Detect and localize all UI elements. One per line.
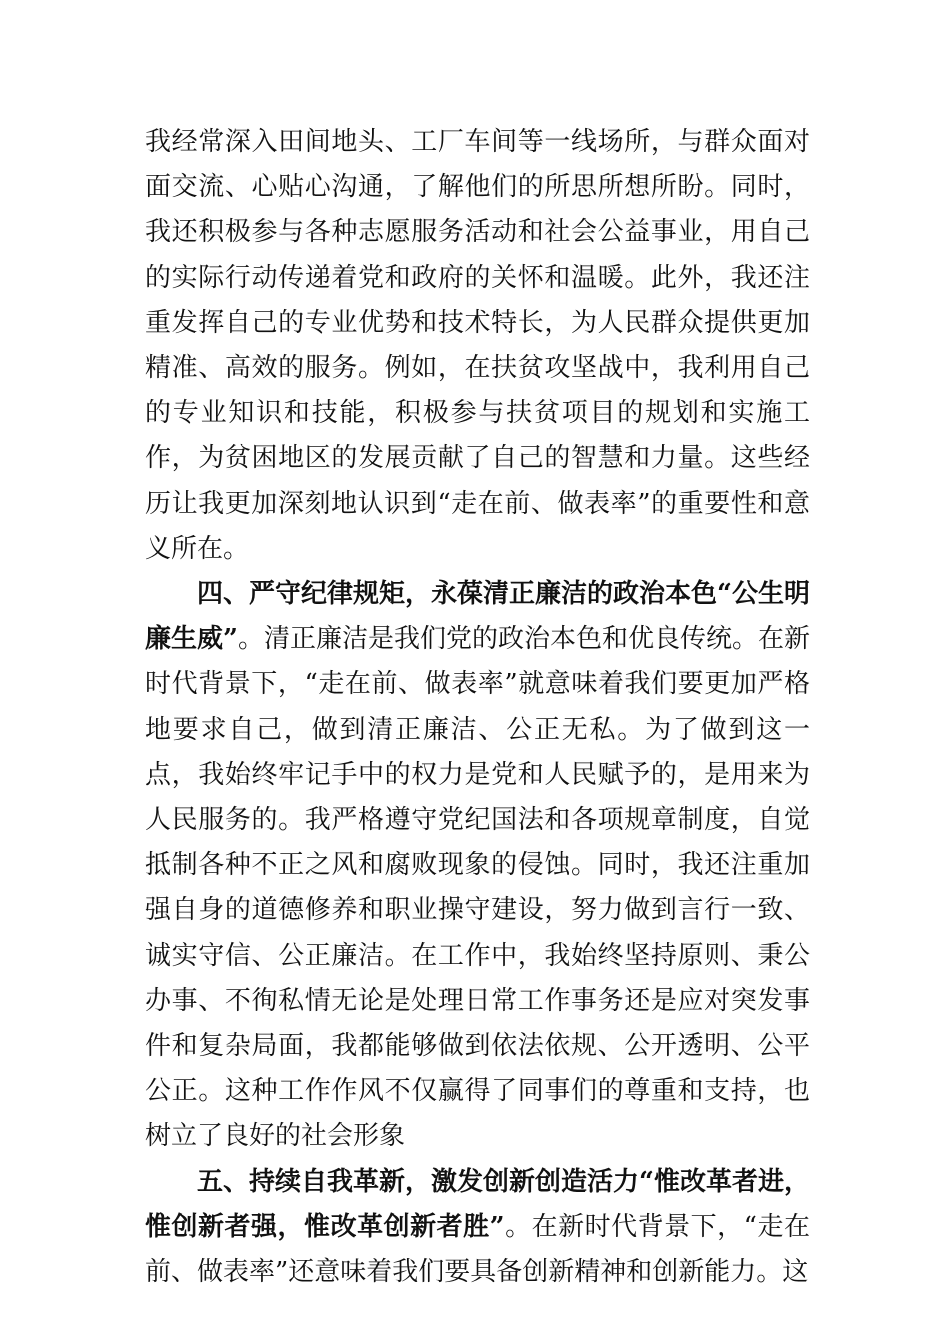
- paragraph-text: 我经常深入田间地头、工厂车间等一线场所，与群众面对面交流、心贴心沟通，了解他们的所思所想所盼。同时，我还积极参与各种志愿服务活动和社会公益事业，用自己的实际行动传递着党和政府的关怀和温暖。此外，我还注重发挥自己的专业优势和技术特长，为人民群众提供更加精准、高效的服务。例如，在扶贫攻坚战中，我利用自己的专业知识和技能，积极参与扶贫项目的规划和实施工作，为贫困地区的发展贡献了自己的智慧和力量。这些经历让我更加深刻地认识到“走在前、做表率”的重要性和意义所在。: [145, 127, 810, 564]
- paragraph-section-four: [145, 572, 810, 1160]
- section-four-heading: 四、严守纪律规矩，永葆清正廉洁的政治本色“公生明廉生威”: [145, 579, 810, 655]
- document-body: [145, 120, 810, 1295]
- section-five-heading: 五、持续自我革新，激发创新创造活力“惟改革者进，惟创新者强，惟改革创新者胜”: [145, 1166, 810, 1242]
- paragraph-section-five: [145, 1160, 810, 1296]
- paragraph-continuation: [145, 120, 810, 572]
- section-five-text: 。在新时代背景下，“走在前、做表率”还意味着我们要具备创新精神和创新能力。这: [145, 1211, 810, 1288]
- section-four-text: 。清正廉洁是我们党的政治本色和优良传统。在新时代背景下，“走在前、做表率”就意味着我们要更加严格地要求自己，做到清正廉洁、公正无私。为了做到这一点，我始终牢记手中的权力是党和人民赋予的，是用来为人民服务的。我严格遵守党纪国法和各项规章制度，自觉抵制各种不正之风和腐败现象的侵蚀。同时，我还注重加强自身的道德修养和职业操守建设，努力做到言行一致、诚实守信、公正廉洁。在工作中，我始终坚持原则、秉公办事、不徇私情无论是处理日常工作事务还是应对突发事件和复杂局面，我都能够做到依法依规、公开透明、公平公正。这种工作作风不仅赢得了同事们的尊重和支持，也树立了良好的社会形象: [145, 624, 810, 1152]
